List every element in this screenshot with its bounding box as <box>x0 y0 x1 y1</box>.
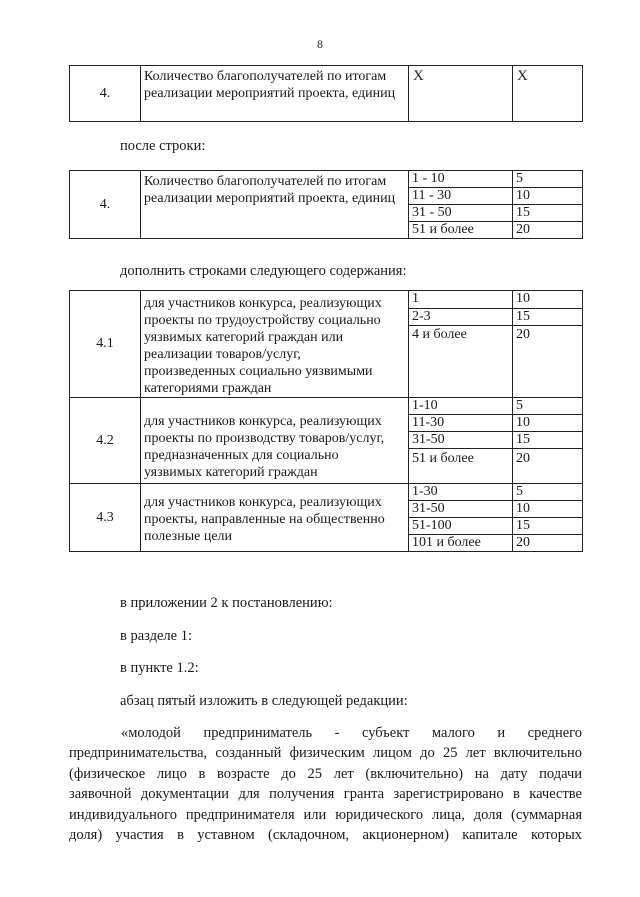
description-line: проекты по производству товаров/услуг, <box>144 431 385 446</box>
table-row-4-with-ranges <box>69 170 583 239</box>
quote-line: предпринимательства, созданный физическим лицом до 25 лет включительно <box>69 745 582 762</box>
indicator-description <box>141 398 409 484</box>
points-cell: 15 <box>513 205 583 222</box>
points-cell: 10 <box>513 501 583 518</box>
description-line: уязвимых категорий граждан или <box>144 330 344 345</box>
row-number: 4. <box>70 66 141 122</box>
empty-cell <box>409 343 513 397</box>
points-cell: 20 <box>513 222 583 239</box>
description-line: уязвимых категорий граждан <box>144 465 318 480</box>
points-cell: 5 <box>513 398 583 415</box>
range-cell: 2-3 <box>409 308 513 326</box>
indicator-description: Количество благополучателей по итогам реализации мероприятий проекта, единиц <box>141 66 409 122</box>
description-line: произведенных социально уязвимыми <box>144 364 373 379</box>
range-cell: 31-50 <box>409 432 513 449</box>
quote-line: индивидуального предпринимателя или юридического лица, доля (суммарная <box>69 806 582 823</box>
quote-line: доля) участия в уставном (складочном, акционерном) капитале которых <box>69 827 582 844</box>
range-cell: 11-30 <box>409 415 513 432</box>
points-cell: 20 <box>513 326 583 344</box>
empty-cell <box>513 343 583 397</box>
section-text: в разделе 1: <box>120 628 193 644</box>
row-number: 4.2 <box>70 398 141 484</box>
description-line: полезные цели <box>144 529 233 544</box>
value-cell: Х <box>513 66 583 122</box>
range-cell: 51 и более <box>409 449 513 484</box>
points-cell: 10 <box>513 188 583 205</box>
range-cell: 51-100 <box>409 518 513 535</box>
points-cell: 10 <box>513 291 583 309</box>
description-line: предназначенных для социально <box>144 448 339 463</box>
range-cell: 101 и более <box>409 535 513 552</box>
value-cell: Х <box>409 66 513 122</box>
quote-line: «молодой предприниматель - субъект малого и среднего <box>121 725 582 741</box>
description-line: для участников конкурса, реализующих <box>144 296 382 311</box>
description-line: реализации товаров/услуг, <box>144 347 301 362</box>
points-cell: 15 <box>513 518 583 535</box>
indicator-description <box>141 291 409 398</box>
quoted-definition <box>69 723 582 845</box>
quote-line: (физическое лицо в возрасте до 25 лет (включительно) на дату подачи <box>69 765 582 782</box>
points-cell: 15 <box>513 432 583 449</box>
supplement-text: дополнить строками следующего содержания: <box>120 263 407 279</box>
range-cell: 31-50 <box>409 501 513 518</box>
annex-text: в приложении 2 к постановлению: <box>120 595 333 611</box>
points-cell: 20 <box>513 449 583 484</box>
range-cell: 4 и более <box>409 326 513 344</box>
points-cell: 15 <box>513 308 583 326</box>
description-line: категориями граждан <box>144 381 272 396</box>
row-number: 4. <box>70 171 141 239</box>
item-text: в пункте 1.2: <box>120 660 199 676</box>
range-cell: 1 <box>409 291 513 309</box>
description-line: проекты по трудоустройству социально <box>144 313 381 328</box>
range-cell: 1-30 <box>409 484 513 501</box>
points-cell: 10 <box>513 415 583 432</box>
points-cell: 20 <box>513 535 583 552</box>
range-cell: 1-10 <box>409 398 513 415</box>
row-number: 4.1 <box>70 291 141 398</box>
range-cell: 51 и более <box>409 222 513 239</box>
table-row-4-original <box>69 65 583 122</box>
points-cell: 5 <box>513 171 583 188</box>
points-cell: 5 <box>513 484 583 501</box>
range-cell: 1 - 10 <box>409 171 513 188</box>
after-row-text: после строки: <box>120 138 206 154</box>
range-cell: 11 - 30 <box>409 188 513 205</box>
quote-line: заявочной документации для получения гранта зарегистрировано в качестве <box>69 786 582 803</box>
row-number: 4.3 <box>70 484 141 552</box>
indicator-description <box>141 484 409 552</box>
description-line: для участников конкурса, реализующих <box>144 414 382 429</box>
table-new-rows <box>69 290 583 552</box>
page-number: 8 <box>317 37 323 51</box>
description-line: проекты, направленные на общественно <box>144 512 385 527</box>
description-line: для участников конкурса, реализующих <box>144 495 382 510</box>
indicator-description: Количество благополучателей по итогам реализации мероприятий проекта, единиц <box>141 171 409 239</box>
paragraph-instruction: абзац пятый изложить в следующей редакции: <box>120 693 408 709</box>
range-cell: 31 - 50 <box>409 205 513 222</box>
